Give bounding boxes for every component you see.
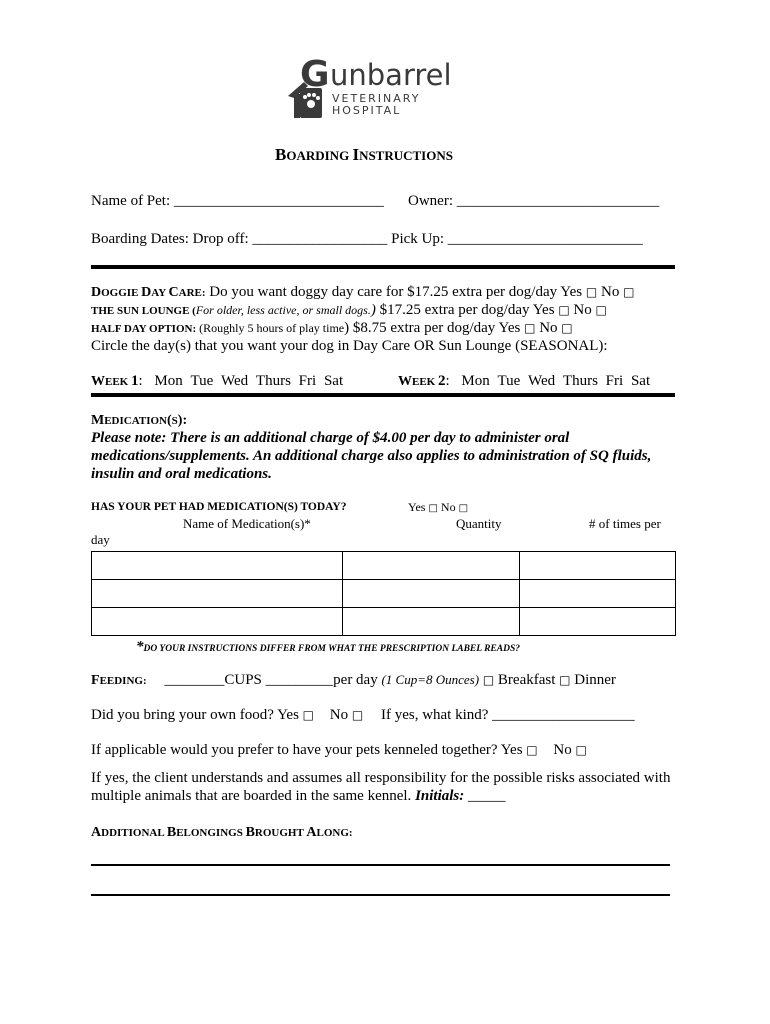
differ-question: *DO YOUR INSTRUCTIONS DIFFER FROM WHAT THE PRESCRIPTION LABEL READS? bbox=[136, 639, 520, 655]
week1-day-tue[interactable]: Tue bbox=[190, 373, 214, 389]
logo-initial: G bbox=[300, 54, 329, 95]
week1-day-fri[interactable]: Fri bbox=[298, 373, 317, 389]
sun-lounge-row: THE SUN LOUNGE (For older, less active, or small dogs.) $17.25 extra per dog/day Yes □ No □ bbox=[91, 302, 607, 318]
liability-line-1: If yes, the client understands and assumes all responsibility for the possible risks associated with bbox=[91, 770, 671, 786]
medication-note-1: Please note: There is an additional charge of $4.00 per day to administer oral bbox=[91, 430, 570, 446]
week2-row: WEEK 2: Mon Tue Wed Thurs Fri Sat bbox=[398, 373, 651, 389]
week2-day-mon[interactable]: Mon bbox=[461, 373, 490, 389]
owner-field[interactable]: ___________________________ bbox=[456, 193, 660, 209]
week2-day-fri[interactable]: Fri bbox=[605, 373, 624, 389]
doggie-no-checkbox[interactable]: □ bbox=[623, 285, 635, 299]
med-times-cell[interactable] bbox=[520, 580, 676, 608]
pet-name-field[interactable]: ____________________________ bbox=[173, 193, 384, 209]
half-no-checkbox[interactable]: □ bbox=[561, 321, 573, 335]
circle-days-instruction: Circle the day(s) that you want your dog in Day Care OR Sun Lounge (SEASONAL): bbox=[91, 338, 608, 354]
initials-field[interactable]: _____ bbox=[464, 788, 506, 804]
own-food-yes-checkbox[interactable]: □ bbox=[302, 708, 315, 722]
medication-note-2: medications/supplements. An additional charge also applies to administration of SQ fluids, bbox=[91, 448, 652, 464]
page-title: BOARDING INSTRUCTIONS bbox=[275, 145, 453, 164]
med-name-cell[interactable] bbox=[92, 608, 343, 636]
belongings-heading: ADDITIONAL BELONGINGS BROUGHT ALONG: bbox=[91, 825, 353, 840]
per-day-field[interactable]: _________ bbox=[265, 672, 334, 688]
table-row bbox=[92, 580, 676, 608]
breakfast-checkbox[interactable]: □ bbox=[482, 673, 495, 687]
boarding-dates-row bbox=[91, 231, 643, 248]
med-quantity-cell[interactable] bbox=[343, 552, 520, 580]
sun-yes-checkbox[interactable]: □ bbox=[558, 303, 570, 317]
med-quantity-cell[interactable] bbox=[343, 608, 520, 636]
owner-label: Owner: bbox=[408, 193, 457, 209]
doggie-day-care-row: DOGGIE DAY CARE: Do you want doggy day care for $17.25 extra per dog/day Yes □ No □ bbox=[91, 284, 635, 300]
table-row bbox=[92, 608, 676, 636]
med-name-cell[interactable] bbox=[92, 580, 343, 608]
week1-day-thurs[interactable]: Thurs bbox=[255, 373, 291, 389]
week1-row: WEEK 1: Mon Tue Wed Thurs Fri Sat bbox=[91, 373, 344, 389]
dropoff-field[interactable]: __________________ bbox=[252, 231, 388, 247]
med-times-cell[interactable] bbox=[520, 608, 676, 636]
own-food-row: Did you bring your own food? Yes □ No □ If yes, what kind? ___________________ bbox=[91, 707, 635, 723]
boarding-label: Boarding Dates: Drop off: bbox=[91, 231, 253, 247]
med-col-times-header: # of times per bbox=[589, 516, 661, 531]
pet-name-row bbox=[91, 193, 384, 210]
logo-line2: HOSPITAL bbox=[332, 104, 402, 117]
half-yes-checkbox[interactable]: □ bbox=[524, 321, 536, 335]
own-food-no-checkbox[interactable]: □ bbox=[351, 708, 364, 722]
week2-day-sat[interactable]: Sat bbox=[630, 373, 651, 389]
pickup-label: Pick Up: bbox=[387, 231, 448, 247]
medication-heading: MEDICATION(S): bbox=[91, 413, 188, 428]
week2-day-tue[interactable]: Tue bbox=[497, 373, 521, 389]
med-times-cell[interactable] bbox=[520, 552, 676, 580]
belongings-line-2[interactable] bbox=[91, 894, 670, 896]
cups-field[interactable]: ________ bbox=[164, 672, 225, 688]
medication-today-options: Yes □ No □ bbox=[408, 500, 469, 514]
kennel-row: If applicable would you prefer to have your pets kenneled together? Yes □ No □ bbox=[91, 742, 587, 758]
pickup-field[interactable]: __________________________ bbox=[447, 231, 643, 247]
med-col-times-header-wrap: day bbox=[91, 532, 110, 547]
medication-today-question: HAS YOUR PET HAD MEDICATION(S) TODAY? bbox=[91, 501, 347, 513]
divider bbox=[91, 393, 675, 397]
sun-no-checkbox[interactable]: □ bbox=[595, 303, 607, 317]
belongings-line-1[interactable] bbox=[91, 864, 670, 866]
initials-label: Initials: bbox=[415, 788, 465, 804]
divider bbox=[91, 265, 675, 269]
logo-name: unbarrel bbox=[330, 58, 452, 92]
food-kind-field[interactable]: ___________________ bbox=[492, 707, 635, 723]
owner-row bbox=[408, 193, 659, 210]
logo bbox=[274, 52, 496, 122]
med-name-cell[interactable] bbox=[92, 552, 343, 580]
week1-day-wed[interactable]: Wed bbox=[221, 373, 249, 389]
half-day-row: HALF DAY OPTION: (Roughly 5 hours of play time) $8.75 extra per dog/day Yes □ No □ bbox=[91, 320, 573, 336]
med-col-quantity-header: Quantity bbox=[456, 516, 502, 531]
doggie-yes-checkbox[interactable]: □ bbox=[585, 285, 598, 299]
week2-day-thurs[interactable]: Thurs bbox=[562, 373, 598, 389]
pet-name-label: Name of Pet: bbox=[91, 193, 174, 209]
week1-day-mon[interactable]: Mon bbox=[154, 373, 183, 389]
kennel-no-checkbox[interactable]: □ bbox=[575, 743, 587, 757]
dinner-checkbox[interactable]: □ bbox=[559, 673, 571, 687]
kennel-yes-checkbox[interactable]: □ bbox=[526, 743, 538, 757]
logo-line1: VETERINARY bbox=[332, 92, 421, 105]
medication-note-3: insulin and oral medications. bbox=[91, 466, 272, 482]
table-row bbox=[92, 552, 676, 580]
med-col-name-header: Name of Medication(s)* bbox=[183, 516, 311, 531]
liability-line-2: multiple animals that are boarded in the same kennel. Initials: _____ bbox=[91, 788, 506, 804]
week2-day-wed[interactable]: Wed bbox=[528, 373, 556, 389]
week1-day-sat[interactable]: Sat bbox=[323, 373, 344, 389]
feeding-row: FEEDING: ________CUPS _________per day (1 Cup=8 Ounces) □ Breakfast □ Dinner bbox=[91, 672, 616, 688]
medication-table bbox=[91, 551, 676, 636]
med-today-yes-checkbox[interactable]: □ bbox=[428, 503, 438, 514]
med-quantity-cell[interactable] bbox=[343, 580, 520, 608]
med-today-no-checkbox[interactable]: □ bbox=[458, 503, 469, 514]
